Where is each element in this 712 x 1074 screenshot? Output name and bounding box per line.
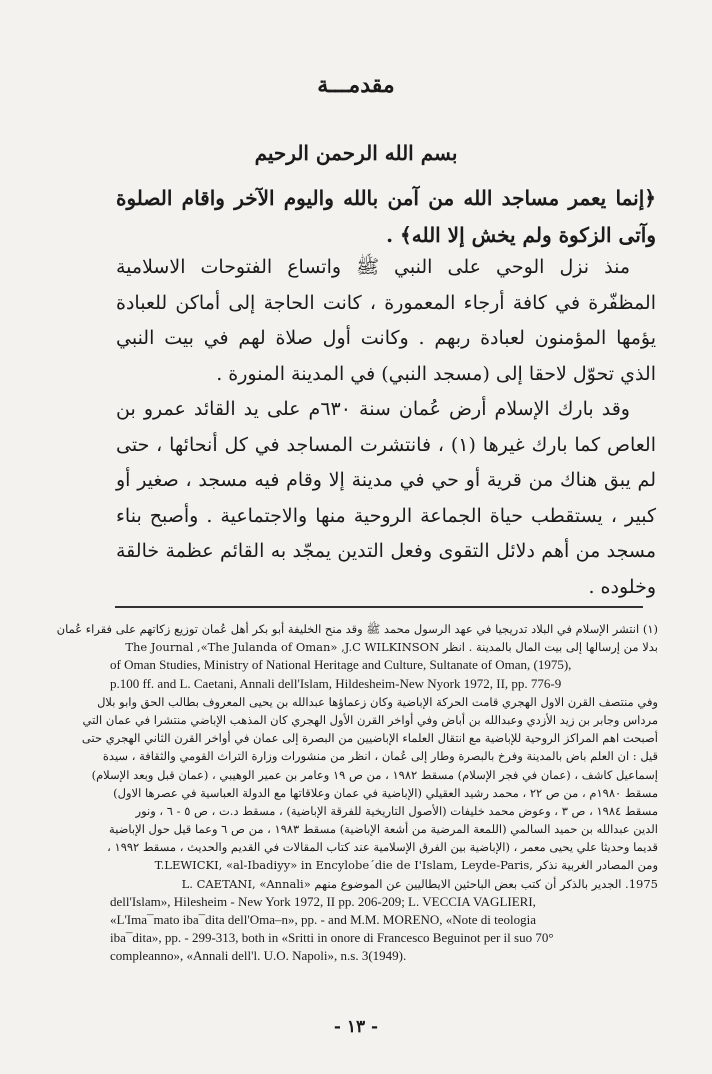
quranic-verse: ﴿إنما يعمر مساجد الله من آمن بالله واليوم الآخر واقام الصلوة وآتى الزكوة ولم يخش إلا الله﴾ . <box>116 186 656 247</box>
footnote-line: مسقط ١٩٨٠م ، من ص ٢٢ ، محمد رشيد العقيلي (الإباضية في عمان وعلاقاتها مع الدولة العباسية في عصرها الاول) <box>113 785 658 800</box>
footnote-line: (١) انتشر الإسلام في البلاد تدريجيا في عهد الرسول محمد ﷺ وقد منح الخليفة أبو بكر أهل عُمان توزيع زكاتهم على فقراء عُمان <box>56 622 658 636</box>
footnote-line: الدين عبدالله بن حميد السالمي (اللمعة المرضية من أشعة الإباضية) مسقط ١٩٨٣ ، من ص ٦ وعما قيل حول الإباضية <box>109 822 658 837</box>
page-heading: مقدمـــة <box>317 72 395 98</box>
footnote-divider <box>115 606 643 608</box>
page-number: - ١٣ - <box>333 1017 379 1037</box>
footnote-line: of Oman Studies, Ministry of National Heritage and Culture, Sultanate of Oman, (1975), <box>110 657 572 673</box>
footnote-line: «L'Ima¯mato iba¯dita dell'Oma–n», pp. - and M.M. MORENO, «Note di teologia <box>110 912 537 927</box>
footnote-line: مسقط ١٩٨٤ ، ص ٣ ، وعوض محمد خليفات (الأصول التاريخية للفرقة الإباضية) ، مسقط د.ت ، ص ٥ - ٦ ، ونور <box>135 803 658 818</box>
footnote-line: أصبحت اهم المراكز الروحية للإباضية مع انتقال العلماء الإباضيين من البصرة إلى عمان في أواخر القرن الثاني الهجري حتى <box>81 731 658 746</box>
footnote-line: ومن المصادر الغربية نذكر ,T.LEWICKI, «al-Ibadiyy» in Encylobe´die de I'Islam, Leyde-Paris <box>154 858 658 873</box>
footnotes <box>56 620 658 966</box>
footnote-line: p.100 ff. and L. Caetani, Annali dell'Islam, Hildesheim-New Nyork 1972, II, pp. 776-9 <box>110 675 562 691</box>
footnote-line: iba¯dita», pp. - 299-313, both in «Sritti in onore di Francesco Beguinot per il suo 70° <box>110 930 554 946</box>
body-text <box>116 250 656 605</box>
footnote-line: dell'Islam», Hilesheim - New York 1972, II pp. 206-209; L. VECCIA VAGLIERI, <box>110 893 536 909</box>
basmala: بسم الله الرحمن الرحيم <box>254 141 458 165</box>
paragraph: وقد بارك الإسلام أرض عُمان سنة ٦٣٠م على يد القائد عمرو بن العاص كما بارك غيرها (١) ، فانتشرت المساجد في كل أنحائها ، حتى لم يبق هناك من قرية أو حي في مدينة إلا وقام فيه مسجد ، صغير أو كبير ، يستقطب حياة الجماعة الروحية منها والاجتماعية . وأصبح بناء مسجد من أهم دلائل التقوى وفعل التدين يمجّد به القائم عظمة خالقة وخلوده . <box>116 398 656 598</box>
footnote-line: قيل : ان العلم باض بالمدينة وفرخ بالبصرة وطار إلى عُمان ، انظر من منشورات وزارة التراث القومي والثقافة ، سيدة <box>102 749 658 764</box>
paragraph: منذ نزل الوحي على النبي ﷺ واتساع الفتوحات الاسلامية المظفّرة في كافة أرجاء المعمورة ، كانت الحاجة إلى أماكن للعبادة يؤمها المؤمنون لعبادة ربهم . وكانت أول صلاة لهم في بيت النبي الذي تحوّل لاحقا إلى (مسجد النبي) في المدينة المنورة . <box>116 256 656 385</box>
footnote-line: وفي منتصف القرن الاول الهجري قامت الحركة الإباضية وكان زعماؤها عبدالله بن يحيى المعروف بطالب الحق وابو بلال <box>97 694 658 709</box>
footnote-line: 1975. الجدير بالذكر أن كتب بعض الباحثين الايطاليين عن الموضوع منهم «L. CAETANI, «Annali <box>181 876 658 891</box>
footnote-line: مرداس وجابر بن زيد الأزدي وعبدالله بن أباض وفي أواخر القرن الأول الهجري كان المذهب الإباضي منتشرا في عمان التي <box>82 712 658 727</box>
footnote-line: compleanno», «Annali dell'l. U.O. Napoli», n.s. 3(1949). <box>110 948 407 964</box>
footnote-line: قديما وحديثا علي يحيى معمر ، (الإباضية بين الفرق الإسلامية عند كتاب المقالات في القديم والحديث ، مسقط ١٩٩٢ ، <box>107 840 658 855</box>
footnote-line: بدلا من إرسالها إلى بيت المال بالمدينة . انظر The Journal ,«The Julanda of Oman» ,J.C WILKINSON <box>125 640 658 655</box>
footnote-line: إسماعيل كاشف ، (عمان في فجر الإسلام) مسقط ١٩٨٢ ، من ص ١٩ وعامر بن عمير الوهيبي ، (عمان قبل وبعد الإسلام) <box>91 767 658 782</box>
